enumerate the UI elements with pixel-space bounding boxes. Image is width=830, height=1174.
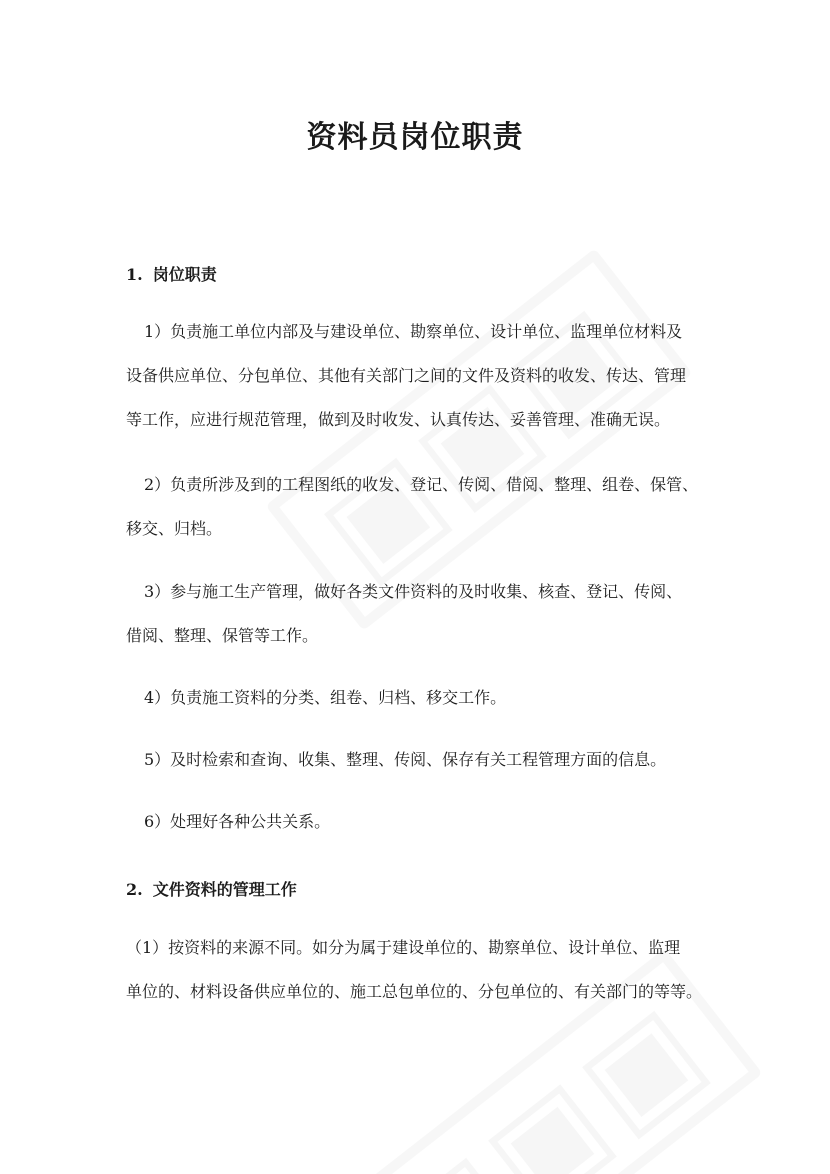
paragraph-line: 单位的、材料设备供应单位的、施工总包单位的、分包单位的、有关部门的等等。 bbox=[126, 982, 703, 1001]
paragraph bbox=[126, 676, 716, 720]
section-number: 1. bbox=[126, 265, 143, 284]
paragraph-line: 5）及时检索和查询、收集、整理、传阅、保存有关工程管理方面的信息。 bbox=[144, 750, 667, 769]
paragraph-line: 设备供应单位、分包单位、其他有关部门之间的文件及资料的收发、传达、管理 bbox=[126, 366, 687, 385]
paragraph-line: 4）负责施工资料的分类、组卷、归档、移交工作。 bbox=[144, 688, 507, 707]
paragraph-line: 1）负责施工单位内部及与建设单位、勘察单位、设计单位、监理单位材料及 bbox=[144, 322, 683, 341]
paragraph-line: （1）按资料的来源不同。如分为属于建设单位的、勘察单位、设计单位、监理 bbox=[126, 938, 681, 957]
paragraph-line: 3）参与施工生产管理，做好各类文件资料的及时收集、核查、登记、传阅、 bbox=[144, 582, 683, 601]
section-title: 岗位职责 bbox=[152, 265, 217, 284]
paragraph bbox=[126, 310, 716, 442]
paragraph bbox=[126, 800, 716, 844]
paragraph bbox=[126, 738, 716, 782]
paragraph bbox=[126, 926, 716, 1014]
section-title: 文件资料的管理工作 bbox=[152, 880, 297, 899]
section-heading bbox=[126, 262, 217, 285]
paragraph-line: 借阅、整理、保管等工作。 bbox=[126, 626, 319, 645]
paragraph-line: 移交、归档。 bbox=[126, 519, 223, 538]
paragraph bbox=[126, 463, 716, 551]
paragraph bbox=[126, 570, 716, 658]
section-heading bbox=[126, 877, 297, 900]
paragraph-line: 2）负责所涉及到的工程图纸的收发、登记、传阅、借阅、整理、组卷、保管、 bbox=[144, 475, 699, 494]
paragraph-line: 等工作，应进行规范管理，做到及时收发、认真传达、妥善管理、准确无误。 bbox=[126, 410, 671, 429]
paragraph-line: 6）处理好各种公共关系。 bbox=[144, 812, 331, 831]
page-title: 资料员岗位职责 bbox=[306, 120, 524, 155]
section-number: 2. bbox=[126, 880, 143, 899]
